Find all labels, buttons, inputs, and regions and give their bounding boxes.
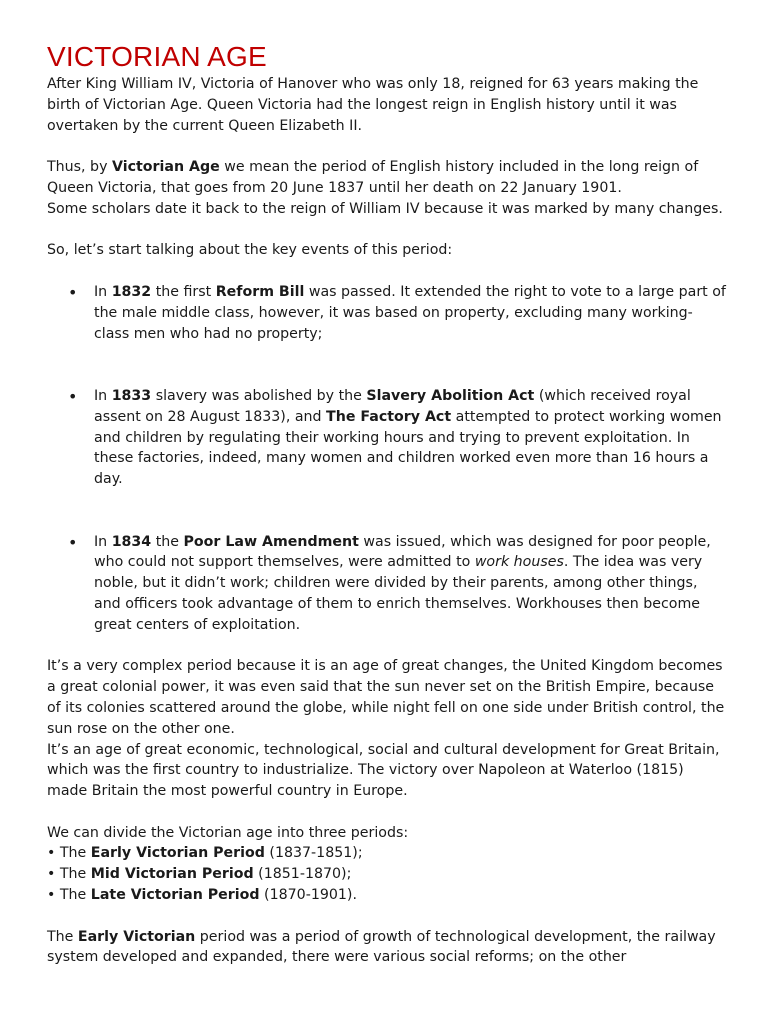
bullet-icon: •: [47, 845, 56, 862]
spacer: [47, 261, 727, 282]
bullet-icon: •: [68, 386, 78, 406]
text-run: the first: [151, 283, 216, 300]
document-page: [47, 40, 727, 968]
text-run: was issued, which was designed for poor people, who could not support themselves, were admitted to: [94, 533, 711, 571]
text-run: The: [55, 845, 91, 862]
early-victorian-paragraph: [47, 927, 727, 969]
spacer: [47, 344, 727, 365]
text-run: Thus, by: [47, 159, 112, 176]
spacer: [47, 136, 727, 157]
spacer: [47, 490, 727, 511]
list-item: [47, 532, 727, 636]
bullet-icon: •: [47, 866, 56, 883]
bullet-icon: •: [68, 282, 78, 302]
start-talking-line: So, let’s start talking about the key events of this period:: [47, 242, 453, 259]
bold-term: Poor Law Amendment: [183, 533, 359, 550]
bold-term: Early Victorian Period: [90, 845, 265, 862]
events-list: [47, 282, 727, 636]
text-run: the: [151, 533, 184, 550]
text-run: slavery was abolished by the: [151, 387, 367, 404]
bold-year: 1832: [111, 283, 152, 300]
text-run: In: [94, 387, 112, 404]
bold-year: 1833: [111, 387, 152, 404]
bold-term: The Factory Act: [326, 408, 452, 425]
text-run: (1870-1901).: [259, 887, 357, 904]
spacer: [47, 220, 727, 241]
intro-paragraph: After King William IV, Victoria of Hanover who was only 18, reigned for 63 years making the birth of Victorian Age. Queen Victoria had the longest reign in English history until it was overtaken by the current Queen Elizabeth II.: [47, 76, 699, 134]
spacer: [47, 802, 727, 823]
text-run: period was a period of growth of technological development, the railway system developed and expanded, there were various social reforms; on the other: [47, 928, 716, 966]
bullet-icon: •: [47, 887, 56, 904]
bold-term: Late Victorian Period: [90, 887, 260, 904]
bold-term: Mid Victorian Period: [90, 866, 254, 883]
italic-term: work houses: [474, 554, 564, 571]
bold-term: Slavery Abolition Act: [366, 387, 535, 404]
spacer: [47, 636, 727, 657]
bold-year: 1834: [111, 533, 152, 550]
bullet-icon: •: [68, 532, 78, 552]
list-item: [47, 386, 727, 490]
text-run: was passed. It extended the right to vote to a large part of the male middle class, however, it was based on property, excluding many working-class men who had no property;: [94, 283, 726, 342]
text-run: (which received royal assent on 28 August 1833), and: [94, 387, 691, 425]
text-run: The: [55, 887, 91, 904]
text-run: In: [94, 533, 112, 550]
text-run: attempted to protect working women and children by regulating their working hours and trying to prevent exploitation. In these factories, indeed, many women and children worked even more than 16 hours a day.: [94, 408, 722, 488]
spacer: [47, 511, 727, 532]
bold-term: Early Victorian: [77, 928, 196, 945]
spacer: [47, 906, 727, 927]
text-run: The: [55, 866, 91, 883]
bold-term: Reform Bill: [215, 283, 305, 300]
periods-intro: We can divide the Victorian age into three periods:: [47, 824, 409, 841]
scholars-paragraph: Some scholars date it back to the reign of William IV because it was marked by many changes.: [47, 200, 723, 217]
text-run: (1837-1851);: [264, 845, 363, 862]
period-item: [47, 864, 727, 885]
period-item: [47, 843, 727, 864]
definition-paragraph: [47, 157, 727, 199]
text-run: The: [47, 928, 78, 945]
development-paragraph: It’s an age of great economic, technological, social and cultural development for Great Britain, which was the first country to industrialize. The victory over Napoleon at Waterloo (1815) made Britain the most powerful country in Europe.: [47, 741, 720, 800]
text-run: (1851-1870);: [253, 866, 352, 883]
text-run: In: [94, 283, 112, 300]
text-run: we mean the period of English history included in the long reign of Queen Victoria, that goes from 20 June 1837 until her death on 22 January 1901.: [47, 159, 699, 196]
bold-term: Victorian Age: [111, 159, 220, 176]
period-item: [47, 885, 727, 906]
list-item: [47, 282, 727, 344]
complex-paragraph: It’s a very complex period because it is an age of great changes, the United Kingdom becomes a great colonial power, it was even said that the sun never set on the British Empire, because of its colonies scattered around the globe, while night fell on one side under British control, the sun rose on the other one.: [47, 658, 725, 737]
page-title: VICTORIAN AGE: [47, 41, 267, 72]
text-run: . The idea was very noble, but it didn’t work; children were divided by their parents, among other things, and officers took advantage of them to enrich themselves. Workhouses then become great centers of exploitation.: [94, 554, 703, 633]
spacer: [47, 365, 727, 386]
